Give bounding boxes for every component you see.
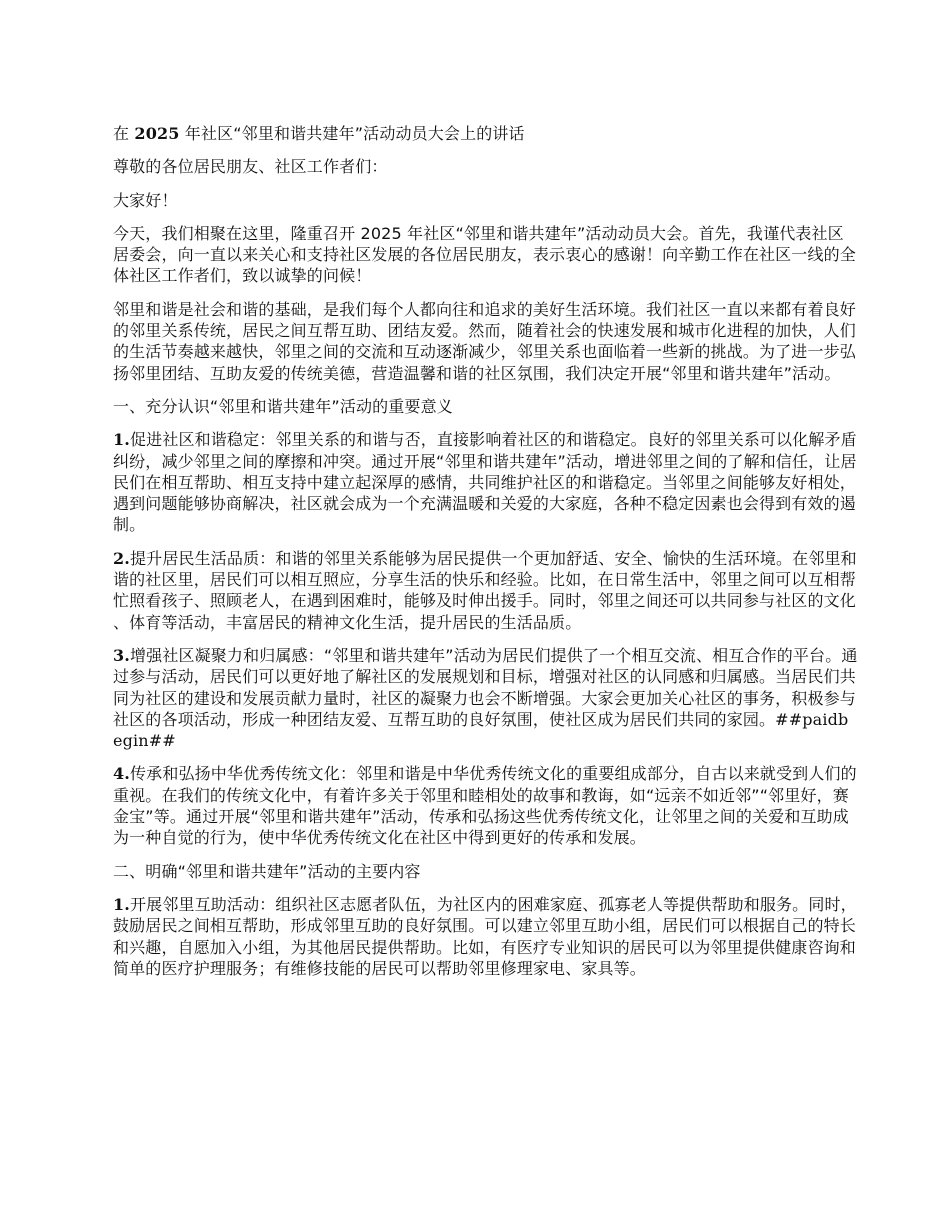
item-text: 增强社区凝聚力和归属感：“邻里和谐共建年”活动为居民们提供了一个相互交流、相互合作的平台。通过参与活动，居民们可以更好地了解社区的发展规划和目标，增强对社区的认同感和归属感。当居民们共同为社区的建设和发展贡献力量时，社区的凝聚力也会不断增强。大家会更加关心社区的事务，积极参与社区的各项活动，形成一种团结友爱、互帮互助的良好氛围，使社区成为居民们共同的家园。 bbox=[113, 645, 858, 729]
item-text: 促进社区和谐稳定：邻里关系的和谐与否，直接影响着社区的和谐稳定。良好的邻里关系可以化解矛盾纠纷，减少邻里之间的摩擦和冲突。通过开展“邻里和谐共建年”活动，增进邻里之间的了解和信任，让居民们在相互帮助、相互支持中建立起深厚的感情，共同维护社区的和谐稳定。当邻里之间能够友好相处，遇到问题能够协商解决，社区就会成为一个充满温暖和关爱的大家庭，各种不稳定因素也会得到有效的遏制。 bbox=[113, 430, 857, 535]
item-text: 传承和弘扬中华优秀传统文化：邻里和谐是中华优秀传统文化的重要组成部分，自古以来就受到人们的重视。在我们的传统文化中，有着许多关于邻里和睦相处的故事和教诲，如“远亲不如近邻”“邻里好，赛金宝”等。通过开展“邻里和谐共建年”活动，传承和弘扬这些优秀传统文化，让邻里之间的关爱和互助成为一种自觉的行为，使中华优秀传统文化在社区中得到更好的传承和发展。 bbox=[113, 764, 857, 848]
title-year: 2025 bbox=[134, 124, 180, 143]
item-number: 4. bbox=[113, 764, 131, 784]
list-item bbox=[113, 763, 858, 848]
title-suffix: 年社区“邻里和谐共建年”活动动员大会上的讲话 bbox=[184, 124, 525, 143]
title-prefix: 在 bbox=[113, 124, 130, 143]
item-text: 开展邻里互助活动：组织社区志愿者队伍，为社区内的困难家庭、孤寡老人等提供帮助和服务。同时，鼓励居民之间相互帮助，形成邻里互助的良好氛围。可以建立邻里互助小组，居民们可以根据自己的特长和兴趣，自愿加入小组，为其他居民提供帮助。比如，有医疗专业知识的居民可以为邻里提供健康咨询和简单的医疗护理服务；有维修技能的居民可以帮助邻里修理家电、家具等。 bbox=[113, 894, 857, 978]
document-title bbox=[113, 123, 858, 144]
section-heading-content: 二、明确“邻里和谐共建年”活动的主要内容 bbox=[113, 861, 421, 881]
list-item bbox=[113, 645, 858, 751]
section-heading-significance: 一、充分认识“邻里和谐共建年”活动的重要意义 bbox=[113, 396, 453, 416]
paid-marker: ##paidbegin## bbox=[113, 709, 849, 751]
list-item bbox=[113, 548, 858, 633]
salutation: 尊敬的各位居民朋友、社区工作者们： bbox=[113, 157, 388, 177]
document-page bbox=[113, 123, 858, 991]
list-item bbox=[113, 429, 858, 535]
item-number: 2. bbox=[113, 548, 131, 568]
item-number: 3. bbox=[113, 645, 131, 665]
intro-paragraph: 今天，我们相聚在这里，隆重召开 2025 年社区“邻里和谐共建年”活动动员大会。首先，我谨代表社区居委会，向一直以来关心和支持社区发展的各位居民朋友，表示衷心的感谢！向辛勤工作在社区一线的全体社区工作者们，致以诚挚的问候！ bbox=[113, 223, 856, 286]
item-text: 提升居民生活品质：和谐的邻里关系能够为居民提供一个更加舒适、安全、愉快的生活环境。在邻里和谐的社区里，居民们可以相互照应，分享生活的快乐和经验。比如，在日常生活中，邻里之间可以互相帮忙照看孩子、照顾老人，在遇到困难时，能够及时伸出援手。同时，邻里之间还可以共同参与社区的文化、体育等活动，丰富居民的精神文化生活，提升居民的生活品质。 bbox=[113, 548, 857, 632]
item-number: 1. bbox=[113, 894, 131, 914]
item-number: 1. bbox=[113, 430, 131, 450]
list-item bbox=[113, 894, 858, 979]
intro-paragraph: 邻里和谐是社会和谐的基础，是我们每个人都向往和追求的美好生活环境。我们社区一直以来都有着良好的邻里关系传统，居民之间互帮互助、团结友爱。然而，随着社会的快速发展和城市化进程的加快，人们的生活节奏越来越快，邻里之间的交流和互动逐渐减少，邻里关系也面临着一些新的挑战。为了进一步弘扬邻里团结、互助友爱的传统美德，营造温馨和谐的社区氛围，我们决定开展“邻里和谐共建年”活动。 bbox=[113, 299, 856, 383]
greeting: 大家好！ bbox=[113, 190, 178, 210]
